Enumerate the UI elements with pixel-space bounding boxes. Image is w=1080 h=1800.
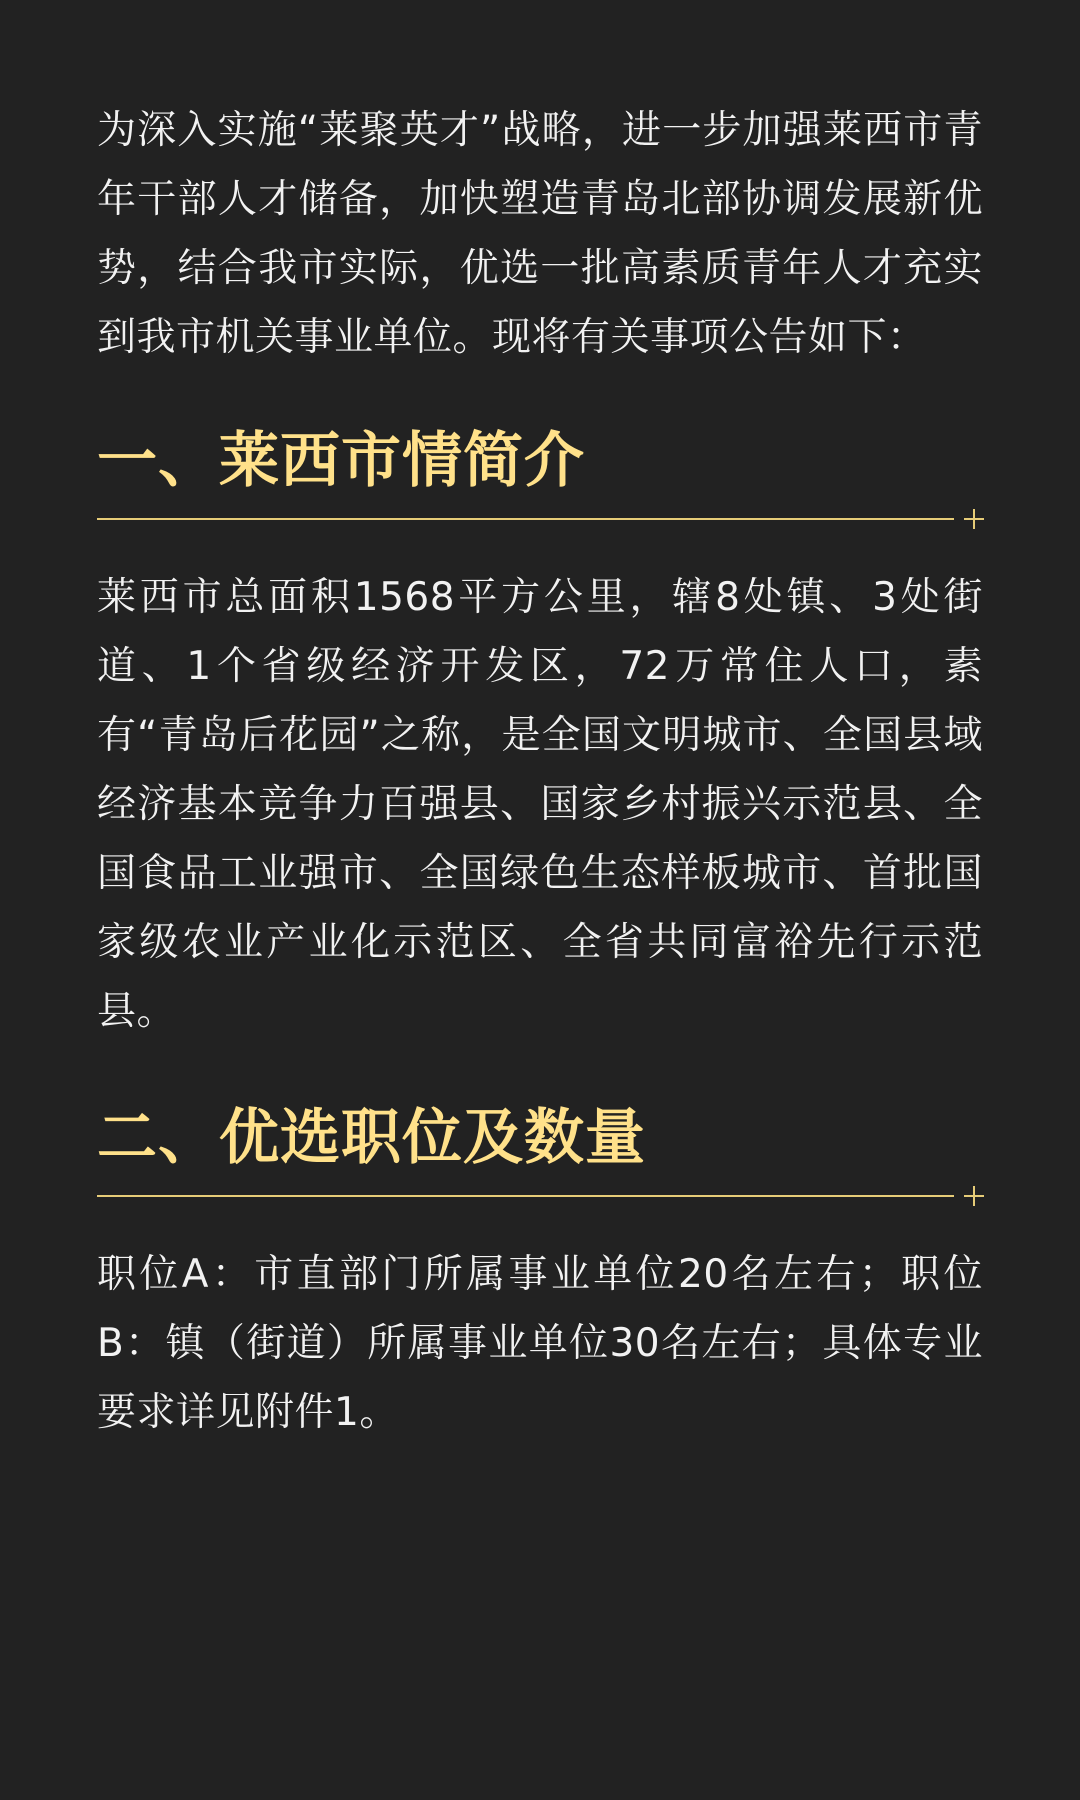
city-overview-paragraph: 莱西市总面积1568平方公里，辖8处镇、3处街道、1个省级经济开发区，72万常住人口，素有“青岛后花园”之称，是全国文明城市、全国县域经济基本竞争力百强县、国家乡村振兴示范县、全国食品工业强市、全国绿色生态样板城市、首批国家级农业产业化示范区、全省共同富裕先行示范县。 [97,575,983,1034]
positions-paragraph: 职位A：市直部门所属事业单位20名左右；职位B：镇（街道）所属事业单位30名左右；具体专业要求详见附件1。 [97,1252,983,1435]
section-divider [97,1195,954,1197]
section-heading-city-overview: 一、莱西市情简介 [97,426,585,496]
plus-icon [964,1186,984,1206]
section-divider [97,518,954,520]
plus-icon [964,509,984,529]
intro-paragraph: 为深入实施“莱聚英才”战略，进一步加强莱西市青年干部人才储备，加快塑造青岛北部协调发展新优势，结合我市实际，优选一批高素质青年人才充实到我市机关事业单位。现将有关事项公告如下： [97,108,983,360]
section-heading-positions: 二、优选职位及数量 [97,1103,646,1173]
